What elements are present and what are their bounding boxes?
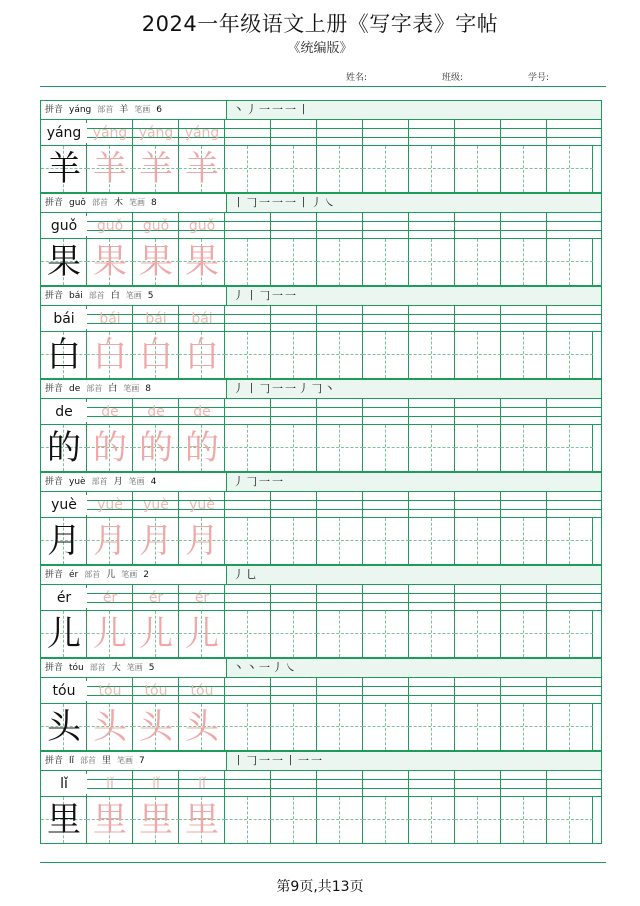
header-stroke-count: 7: [139, 756, 145, 766]
writing-cell[interactable]: [41, 332, 87, 378]
writing-cell[interactable]: [133, 332, 179, 378]
writing-cell[interactable]: [271, 146, 317, 192]
model-character: 头: [47, 707, 81, 747]
pinyin-trace: de: [147, 404, 165, 420]
pinyin-row: [40, 399, 602, 425]
pinyin-trace: bái: [145, 311, 167, 327]
character-block: [40, 472, 602, 565]
pinyin-model: tóu: [41, 681, 87, 701]
trace-character: 月: [93, 521, 127, 561]
writing-cell[interactable]: [87, 239, 133, 285]
writing-cell[interactable]: [363, 425, 409, 471]
character-header: [40, 286, 602, 306]
trace-character: 的: [185, 428, 219, 468]
trace-character: 果: [185, 242, 219, 282]
writing-cell[interactable]: [455, 332, 501, 378]
stroke-count-label: 笔画: [117, 756, 134, 765]
writing-cell[interactable]: [133, 239, 179, 285]
character-row: [40, 704, 602, 751]
writing-cell[interactable]: [133, 518, 179, 564]
header-radical: 白: [108, 384, 118, 394]
stroke-order: 丶丿一一一丨: [233, 103, 311, 116]
stroke-order: 丿𠃌一一: [233, 475, 285, 488]
writing-cell[interactable]: [41, 797, 87, 843]
character-block: [40, 286, 602, 379]
character-info: [41, 752, 227, 770]
header-radical: 里: [102, 756, 112, 766]
character-header: [40, 472, 602, 492]
stroke-order: 丿丨𠃌一一: [233, 289, 298, 302]
pinyin-trace: bái: [191, 311, 213, 327]
model-character: 果: [47, 242, 81, 282]
writing-cell[interactable]: [317, 797, 363, 843]
writing-cell[interactable]: [501, 146, 547, 192]
writing-cell[interactable]: [501, 332, 547, 378]
writing-cell[interactable]: [179, 425, 225, 471]
pinyin-trace: lǐ: [106, 776, 114, 792]
bottom-divider: [40, 862, 606, 863]
model-character: 白: [47, 335, 81, 375]
pinyin-row: [40, 492, 602, 518]
pinyin-trace: bái: [99, 311, 121, 327]
pinyin-model: guǒ: [41, 216, 87, 236]
trace-character: 的: [139, 428, 173, 468]
writing-cell[interactable]: [409, 239, 455, 285]
writing-cell[interactable]: [179, 518, 225, 564]
writing-cell[interactable]: [409, 332, 455, 378]
character-info: [41, 380, 227, 398]
writing-cell[interactable]: [547, 332, 593, 378]
pinyin-trace: yuè: [189, 497, 215, 513]
pinyin-label: 拼音: [45, 198, 64, 208]
writing-cell[interactable]: [87, 797, 133, 843]
character-header: [40, 193, 602, 213]
pinyin-trace: yuè: [97, 497, 123, 513]
trace-character: 羊: [93, 149, 127, 189]
pinyin-model: de: [41, 402, 87, 422]
radical-label: 部首: [91, 477, 108, 486]
trace-character: 羊: [185, 149, 219, 189]
class-label: 班级:: [442, 73, 464, 83]
writing-cell[interactable]: [87, 704, 133, 750]
trace-character: 头: [185, 707, 219, 747]
writing-cell[interactable]: [317, 425, 363, 471]
pinyin-row: [40, 585, 602, 611]
character-row: [40, 239, 602, 286]
pinyin-trace: yuè: [143, 497, 169, 513]
pinyin-label: 拼音: [45, 384, 64, 394]
character-info: [41, 566, 227, 584]
writing-cell[interactable]: [547, 797, 593, 843]
writing-cell[interactable]: [501, 704, 547, 750]
writing-cell[interactable]: [547, 518, 593, 564]
pinyin-model: yáng: [41, 123, 87, 143]
stroke-order: 丨𠃌一一一丨丿㇏: [233, 196, 337, 209]
writing-cell[interactable]: [41, 239, 87, 285]
pinyin-trace: ér: [194, 590, 210, 606]
writing-cell[interactable]: [225, 425, 271, 471]
model-character: 儿: [47, 614, 81, 654]
writing-cell[interactable]: [547, 611, 593, 657]
writing-cell[interactable]: [317, 704, 363, 750]
pinyin-trace: guǒ: [96, 218, 124, 234]
pinyin-model: lǐ: [41, 774, 87, 794]
pinyin-label: 拼音: [45, 477, 64, 487]
header-stroke-count: 6: [156, 105, 163, 115]
pinyin-trace: yáng: [138, 125, 174, 141]
header-pinyin: ér: [69, 570, 79, 580]
trace-character: 里: [139, 800, 173, 840]
writing-cell[interactable]: [547, 704, 593, 750]
character-info: [41, 101, 227, 119]
trace-character: 月: [185, 521, 219, 561]
writing-cell[interactable]: [225, 704, 271, 750]
writing-cell[interactable]: [455, 611, 501, 657]
writing-cell[interactable]: [225, 797, 271, 843]
writing-cell[interactable]: [179, 797, 225, 843]
character-block: [40, 751, 602, 844]
pinyin-row: [40, 771, 602, 797]
writing-cell[interactable]: [409, 797, 455, 843]
trace-character: 里: [185, 800, 219, 840]
writing-cell[interactable]: [41, 518, 87, 564]
header-stroke-count: 8: [150, 198, 157, 208]
writing-cell[interactable]: [179, 704, 225, 750]
writing-cell[interactable]: [409, 146, 455, 192]
writing-cell[interactable]: [225, 518, 271, 564]
trace-character: 儿: [93, 614, 127, 654]
trace-character: 头: [139, 707, 173, 747]
writing-cell[interactable]: [271, 518, 317, 564]
writing-cell[interactable]: [363, 797, 409, 843]
header-radical: 月: [113, 477, 123, 487]
stroke-count-label: 笔画: [134, 105, 151, 114]
header-pinyin: tóu: [69, 663, 84, 673]
header-pinyin: guǒ: [69, 198, 86, 208]
character-block: [40, 565, 602, 658]
stroke-order: 丨𠃌一一丨一一: [233, 754, 324, 767]
stroke-count-label: 笔画: [126, 663, 143, 672]
writing-cell[interactable]: [87, 611, 133, 657]
pinyin-trace: ér: [148, 590, 164, 606]
trace-character: 里: [93, 800, 127, 840]
pinyin-row: [40, 306, 602, 332]
writing-cell[interactable]: [455, 797, 501, 843]
writing-cell[interactable]: [409, 425, 455, 471]
writing-cell[interactable]: [363, 239, 409, 285]
character-info: [41, 473, 227, 491]
header-stroke-count: 5: [147, 291, 154, 301]
pinyin-label: 拼音: [45, 105, 64, 115]
radical-label: 部首: [89, 663, 106, 672]
pinyin-trace: guǒ: [142, 218, 170, 234]
pinyin-model: bái: [41, 309, 87, 329]
pinyin-trace: yáng: [92, 125, 128, 141]
writing-cell[interactable]: [271, 797, 317, 843]
top-divider: [40, 86, 606, 87]
writing-cell[interactable]: [87, 146, 133, 192]
pinyin-row: [40, 213, 602, 239]
trace-character: 的: [93, 428, 127, 468]
character-row: [40, 611, 602, 658]
trace-character: 白: [93, 335, 127, 375]
writing-cell[interactable]: [363, 518, 409, 564]
header-pinyin: yuè: [69, 477, 86, 487]
writing-cell[interactable]: [409, 611, 455, 657]
header-stroke-count: 8: [145, 384, 152, 394]
header-radical: 儿: [106, 570, 116, 580]
writing-cell[interactable]: [317, 518, 363, 564]
writing-cell[interactable]: [41, 146, 87, 192]
radical-label: 部首: [88, 291, 105, 300]
pinyin-trace: lǐ: [152, 776, 160, 792]
radical-label: 部首: [80, 756, 97, 765]
writing-cell[interactable]: [41, 704, 87, 750]
radical-label: 部首: [97, 105, 114, 114]
character-row: [40, 797, 602, 844]
trace-character: 白: [185, 335, 219, 375]
writing-cell[interactable]: [501, 797, 547, 843]
writing-cell[interactable]: [41, 425, 87, 471]
trace-character: 果: [139, 242, 173, 282]
stroke-order: 丶丶一丿㇏: [233, 661, 298, 674]
writing-cell[interactable]: [363, 332, 409, 378]
character-info: [41, 287, 227, 305]
writing-cell[interactable]: [363, 704, 409, 750]
pinyin-label: 拼音: [45, 756, 64, 766]
writing-cell[interactable]: [87, 332, 133, 378]
writing-cell[interactable]: [225, 239, 271, 285]
writing-cell[interactable]: [225, 332, 271, 378]
character-info: [41, 194, 227, 212]
model-character: 月: [47, 521, 81, 561]
header-stroke-count: 4: [150, 477, 157, 487]
stroke-count-label: 笔画: [128, 198, 145, 207]
trace-character: 头: [93, 707, 127, 747]
writing-cell[interactable]: [501, 611, 547, 657]
header-stroke-count: 2: [143, 570, 150, 580]
character-header: [40, 100, 602, 120]
character-block: [40, 379, 602, 472]
writing-cell[interactable]: [409, 704, 455, 750]
header-radical: 木: [113, 198, 123, 208]
writing-cell[interactable]: [133, 797, 179, 843]
pinyin-trace: ér: [102, 590, 118, 606]
writing-cell[interactable]: [225, 146, 271, 192]
pinyin-row: [40, 678, 602, 704]
writing-cell[interactable]: [133, 146, 179, 192]
pinyin-trace: tóu: [190, 683, 214, 699]
pinyin-row: [40, 120, 602, 146]
header-radical: 羊: [119, 105, 129, 115]
writing-cell[interactable]: [87, 425, 133, 471]
character-row: [40, 425, 602, 472]
writing-cell[interactable]: [501, 239, 547, 285]
header-radical: 白: [110, 291, 120, 301]
character-block: [40, 658, 602, 751]
stroke-count-label: 笔画: [121, 570, 138, 579]
stroke-order: 丿乚: [233, 568, 259, 581]
writing-cell[interactable]: [271, 425, 317, 471]
pinyin-model: yuè: [41, 495, 87, 515]
writing-cell[interactable]: [271, 239, 317, 285]
name-label: 姓名:: [346, 73, 368, 83]
practice-sheet: [40, 100, 602, 844]
writing-cell[interactable]: [317, 332, 363, 378]
pinyin-trace: de: [193, 404, 211, 420]
stroke-count-label: 笔画: [123, 384, 140, 393]
pinyin-label: 拼音: [45, 291, 64, 301]
writing-cell[interactable]: [179, 146, 225, 192]
character-header: [40, 565, 602, 585]
radical-label: 部首: [91, 198, 108, 207]
trace-character: 果: [93, 242, 127, 282]
character-header: [40, 658, 602, 678]
page-subtitle: 《统编版》: [287, 41, 353, 56]
writing-cell[interactable]: [547, 146, 593, 192]
writing-cell[interactable]: [271, 332, 317, 378]
trace-character: 羊: [139, 149, 173, 189]
character-header: [40, 379, 602, 399]
header-pinyin: bái: [69, 291, 83, 301]
stroke-count-label: 笔画: [128, 477, 145, 486]
pinyin-label: 拼音: [45, 663, 64, 673]
writing-cell[interactable]: [133, 425, 179, 471]
page-title: 2024一年级语文上册《写字表》字帖: [141, 12, 499, 36]
pinyin-trace: yáng: [184, 125, 220, 141]
writing-cell[interactable]: [87, 518, 133, 564]
stroke-order: 丿丨𠃌一一丿𠃌丶: [233, 382, 337, 395]
model-character: 的: [47, 428, 81, 468]
character-row: [40, 332, 602, 379]
writing-cell[interactable]: [179, 611, 225, 657]
header-radical: 大: [111, 663, 121, 673]
header-pinyin: lǐ: [69, 756, 75, 766]
writing-cell[interactable]: [317, 611, 363, 657]
header-pinyin: de: [69, 384, 81, 394]
radical-label: 部首: [86, 384, 103, 393]
writing-cell[interactable]: [317, 239, 363, 285]
writing-cell[interactable]: [455, 704, 501, 750]
writing-cell[interactable]: [501, 425, 547, 471]
character-header: [40, 751, 602, 771]
pinyin-trace: guǒ: [188, 218, 216, 234]
writing-cell[interactable]: [455, 518, 501, 564]
writing-cell[interactable]: [179, 239, 225, 285]
writing-cell[interactable]: [455, 239, 501, 285]
writing-cell[interactable]: [547, 239, 593, 285]
pinyin-label: 拼音: [45, 570, 64, 580]
trace-character: 月: [139, 521, 173, 561]
writing-cell[interactable]: [179, 332, 225, 378]
character-info: [41, 659, 227, 677]
character-block: [40, 100, 602, 193]
trace-character: 儿: [185, 614, 219, 654]
writing-cell[interactable]: [363, 611, 409, 657]
writing-cell[interactable]: [133, 611, 179, 657]
writing-cell[interactable]: [225, 611, 271, 657]
writing-cell[interactable]: [271, 704, 317, 750]
header-stroke-count: 5: [148, 663, 155, 673]
pinyin-model: ér: [41, 588, 87, 608]
pinyin-trace: tóu: [144, 683, 168, 699]
writing-cell[interactable]: [271, 611, 317, 657]
trace-character: 儿: [139, 614, 173, 654]
writing-cell[interactable]: [317, 146, 363, 192]
stroke-count-label: 笔画: [125, 291, 142, 300]
page-footer: 第9页,共13页: [276, 879, 364, 895]
writing-cell[interactable]: [133, 704, 179, 750]
pinyin-trace: lǐ: [198, 776, 206, 792]
character-block: [40, 193, 602, 286]
pinyin-trace: tóu: [98, 683, 122, 699]
radical-label: 部首: [84, 570, 101, 579]
character-row: [40, 518, 602, 565]
pinyin-trace: de: [101, 404, 119, 420]
model-character: 里: [47, 800, 81, 840]
writing-cell[interactable]: [455, 146, 501, 192]
student-number-label: 学号:: [528, 73, 550, 83]
writing-cell[interactable]: [41, 611, 87, 657]
writing-cell[interactable]: [409, 518, 455, 564]
writing-cell[interactable]: [455, 425, 501, 471]
model-character: 羊: [47, 149, 81, 189]
character-row: [40, 146, 602, 193]
writing-cell[interactable]: [501, 518, 547, 564]
trace-character: 白: [139, 335, 173, 375]
header-pinyin: yáng: [69, 105, 92, 115]
writing-cell[interactable]: [363, 146, 409, 192]
writing-cell[interactable]: [547, 425, 593, 471]
